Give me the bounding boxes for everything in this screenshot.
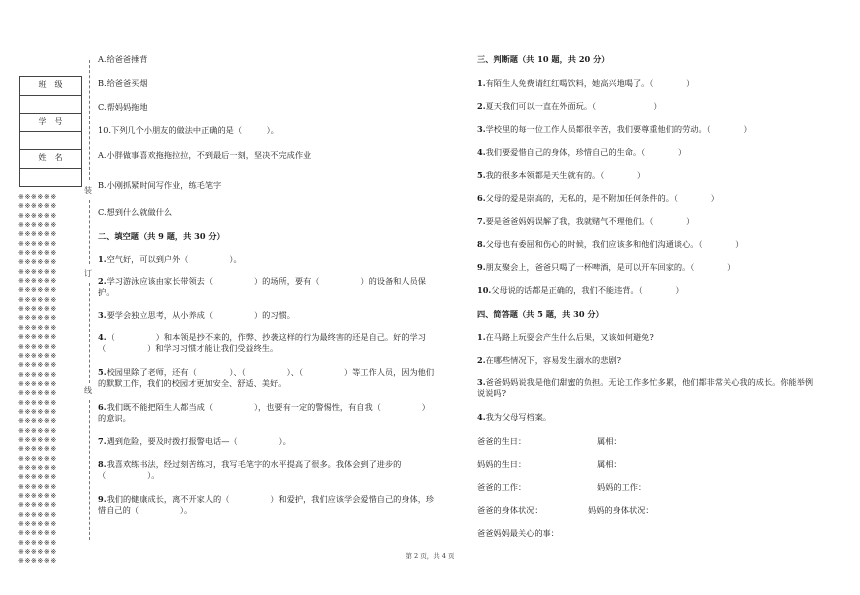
short-text-1: 在马路上玩耍会产生什么后果，又该如何避免? [485, 332, 654, 342]
judge-text-10: 父母说的话都是正确的，我们不能违背。（ ） [491, 285, 684, 295]
fill-question-2 [98, 276, 436, 298]
short-num-2: 2. [477, 355, 486, 365]
judge-question-6 [477, 193, 719, 204]
section3-title: 三、判断题（共 10 题，共 20 分） [477, 54, 610, 64]
section4-title: 四、简答题（共 5 题，共 30 分） [477, 309, 604, 319]
judge-num-9: 9. [477, 262, 486, 272]
fill-question-8 [98, 459, 436, 481]
q10-option-b: B.小刚抓紧时间写作业，练毛笔字 [98, 180, 222, 190]
mom-zodiac-label: 属相： [597, 459, 622, 469]
judge-text-9: 朋友聚会上，爸爸只喝了一杯啤酒，是可以开车回家的。（ ） [485, 262, 736, 272]
judge-num-4: 4. [477, 147, 486, 157]
fill-text-9: 我们的健康成长，离不开家人的（ ）和爱护，我们应该学会爱惜自己的身体，珍惜自己的（ ）。 [98, 494, 435, 516]
mom-job-label: 妈妈的工作： [597, 482, 647, 492]
mom-birthday-label: 妈妈的生日： [477, 459, 527, 469]
judge-question-2 [477, 101, 662, 112]
q9-option-c: C.帮妈妈拖地 [98, 102, 148, 112]
name-label: 姓 名 [20, 150, 82, 169]
fill-text-6: 我们既不能把陌生人都当成（ ），也要有一定的警惕性，有自我（ ）的意识。 [98, 402, 430, 424]
short-question-2 [477, 355, 621, 366]
judge-num-5: 5. [477, 170, 486, 180]
margin-pattern: ※※※※※※ ※※※※※※ ※※※※※※ ※※※※※※ ※※※※※※ ※※※※※※ ※※※※※※ ※※※※※※ ※※※※※※ ※※※※※※ ※※※※※※ ※※※※※※ ※※※※※※ ※※※※※※ ※※※※※※ ※※※※※※ ※※※※※※ ※※※※※※ ※※※※※※ ※※※※※※ ※※※※※※ ※※※※※※ ※※※※※※ ※※※※※※ ※※※※※※ ※※※※※※ ※※※※※※ ※※※※※※ ※※※※※※ ※※※※※※ ※※※※※※ ※※※※※※ ※※※※※※ ※※※※※※ ※※※※※※ ※※※※※※ ※※※※※※ ※※※※※※ ※※※※※※ ※※※※※※ [18, 193, 57, 566]
dad-health-label: 爸爸的身体状况： [477, 505, 543, 515]
short-num-1: 1. [477, 332, 486, 342]
short-text-3: 爸爸妈妈说我是他们甜蜜的负担。无论工作多忙多累，他们都非常关心我的成长。你能举例说说吗? [477, 377, 814, 399]
fill-num-2: 2. [98, 276, 107, 286]
fill-text-2: 学习游泳应该由家长带领去（ ）的场所，要有（ ）的设备和人员保护。 [98, 276, 426, 298]
short-question-4 [477, 412, 551, 423]
fill-text-5: 校园里除了老师，还有（ ）、（ ）、（ ）等工作人员，因为他们的默默工作，我们的校园才更加安全、舒适、美好。 [98, 367, 435, 389]
fill-text-4: （ ）和本领是抄不来的，作弊、抄袭这样的行为最终害的还是自己。好的学习（ ）和学习习惯才能让我们受益终生。 [98, 332, 426, 354]
short-text-4: 我为父母写档案。 [485, 412, 552, 422]
mom-health-label: 妈妈的身体状况： [588, 505, 654, 515]
fill-question-7 [98, 436, 436, 447]
judge-num-8: 8. [477, 239, 486, 249]
q9-option-a: A.给爸爸捶背 [98, 54, 148, 64]
judge-text-6: 父母的爱是崇高的，无私的，是不附加任何条件的。（ ） [485, 193, 719, 203]
judge-question-5 [477, 170, 645, 181]
binding-label-outside: 装 [84, 186, 92, 195]
judge-num-2: 2. [477, 101, 486, 111]
q10-option-a: A.小胖做事喜欢拖拖拉拉，不到最后一刻，坚决不完成作业 [98, 150, 312, 160]
dad-birthday-label: 爸爸的生日： [477, 436, 527, 446]
fill-question-1 [98, 254, 436, 265]
binding-line-top [89, 60, 90, 180]
judge-question-9 [477, 262, 735, 273]
fill-num-8: 8. [98, 459, 107, 469]
fill-num-9: 9. [98, 494, 107, 504]
binding-label-middle: 订 [84, 269, 92, 278]
fill-text-8: 我喜欢练书法，经过刻苦练习，我写毛笔字的水平提高了很多。我体会到了进步的（ ）。 [98, 459, 402, 481]
concern-label: 爸爸妈妈最关心的事： [477, 528, 559, 538]
fill-num-4: 4. [98, 332, 107, 342]
q9-option-b: B.给爸爸买烟 [98, 78, 148, 88]
fill-text-1: 空气好，可以到户外（ ）。 [106, 254, 242, 264]
judge-text-4: 我们要爱惜自己的身体，珍惜自己的生命。（ ） [485, 147, 687, 157]
fill-question-4 [98, 332, 436, 354]
judge-num-1: 1. [477, 78, 486, 88]
fill-num-1: 1. [98, 254, 107, 264]
fill-text-3: 要学会独立思考，从小养成（ ）的习惯。 [106, 310, 295, 320]
binding-label-inside: 线 [84, 386, 92, 395]
fill-num-6: 6. [98, 402, 107, 412]
judge-num-6: 6. [477, 193, 486, 203]
q10-stem: 10.下列几个小朋友的做法中正确的是（ ）。 [98, 125, 279, 135]
fill-question-3 [98, 310, 436, 321]
judge-text-5: 我的很多本领都是天生就有的。（ ） [485, 170, 646, 180]
short-num-3: 3. [477, 377, 486, 387]
short-text-2: 在哪些情况下，容易发生溺水的悲剧? [485, 355, 621, 365]
fill-question-9 [98, 494, 436, 516]
fill-text-7: 遇到危险，要及时拨打报警电话—（ ）。 [106, 436, 291, 446]
name-field[interactable] [20, 168, 82, 186]
judge-num-7: 7. [477, 216, 486, 226]
judge-question-1 [477, 78, 694, 89]
judge-text-1: 有陌生人免费请红红喝饮料，她高兴地喝了。（ ） [485, 78, 695, 88]
class-label: 班 级 [20, 77, 82, 96]
fill-num-5: 5. [98, 367, 107, 377]
fill-num-7: 7. [98, 436, 107, 446]
short-question-1 [477, 332, 654, 343]
judge-text-3: 学校里的每一位工作人员都很辛苦，我们要尊重他们的劳动。（ ） [485, 124, 752, 134]
dad-job-label: 爸爸的工作： [477, 482, 527, 492]
fill-question-6 [98, 402, 436, 424]
number-field[interactable] [20, 132, 82, 150]
judge-num-3: 3. [477, 124, 486, 134]
binding-line-2 [89, 283, 90, 383]
class-field[interactable] [20, 95, 82, 113]
judge-question-4 [477, 147, 686, 158]
judge-text-8: 父母也有委屈和伤心的时候，我们应该多和他们沟通谈心。（ ） [485, 239, 744, 249]
judge-num-10: 10. [477, 285, 492, 295]
judge-question-7 [477, 216, 694, 227]
short-question-3 [477, 377, 815, 399]
judge-question-8 [477, 239, 743, 250]
number-label: 学 号 [20, 113, 82, 132]
judge-text-2: 夏天我们可以一直在外面玩。（ ） [485, 101, 662, 111]
fill-question-5 [98, 367, 436, 389]
section2-title: 二、填空题（共 9 题，共 30 分） [98, 231, 225, 241]
binding-line-bottom [89, 400, 90, 540]
q10-option-c: C.想到什么就做什么 [98, 207, 173, 217]
short-num-4: 4. [477, 412, 486, 422]
judge-text-7: 要是爸爸妈妈误解了我，我就赌气不理他们。（ ） [485, 216, 695, 226]
binding-line-1 [89, 200, 90, 264]
judge-question-3 [477, 124, 752, 135]
fill-num-3: 3. [98, 310, 107, 320]
student-info-table [19, 76, 82, 187]
judge-question-10 [477, 285, 684, 296]
dad-zodiac-label: 属相： [597, 436, 622, 446]
page-footer: 第 2 页，共 4 页 [405, 552, 455, 560]
